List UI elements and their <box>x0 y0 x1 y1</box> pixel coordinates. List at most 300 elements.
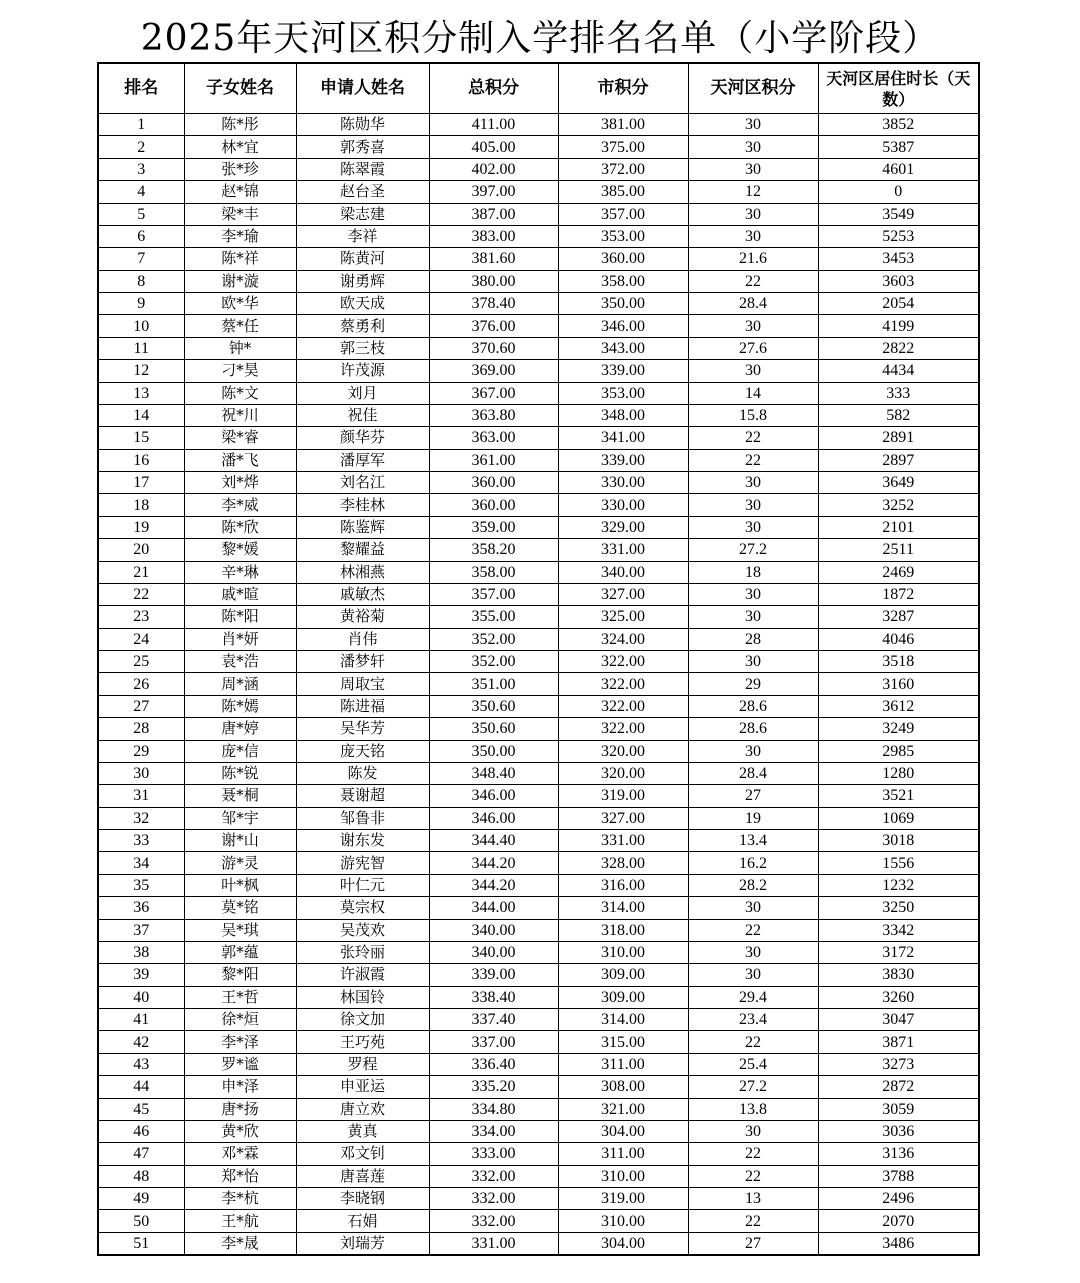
rank-cell: 43 <box>98 1053 184 1075</box>
rank-cell: 41 <box>98 1009 184 1031</box>
table-row <box>98 740 979 762</box>
table-header <box>98 63 979 114</box>
rank-cell: 8 <box>98 270 184 292</box>
table-row <box>98 986 979 1008</box>
table-row <box>98 941 979 963</box>
residence-days-cell: 2985 <box>818 740 979 762</box>
rank-cell: 51 <box>98 1232 184 1255</box>
district-points-cell: 28.4 <box>688 762 818 784</box>
table-row <box>98 315 979 337</box>
child-name-cell: 潘*飞 <box>184 449 296 471</box>
rank-cell: 2 <box>98 136 184 158</box>
residence-days-cell: 3612 <box>818 695 979 717</box>
applicant-name-cell: 梁志建 <box>296 203 429 225</box>
rank-cell: 11 <box>98 337 184 359</box>
header-district-points: 天河区积分 <box>688 63 818 114</box>
rank-cell: 35 <box>98 874 184 896</box>
total-points-cell: 331.00 <box>429 1232 558 1255</box>
city-points-cell: 341.00 <box>558 427 688 449</box>
district-points-cell: 22 <box>688 449 818 471</box>
residence-days-cell: 5253 <box>818 225 979 247</box>
residence-days-cell: 3649 <box>818 472 979 494</box>
city-points-cell: 327.00 <box>558 807 688 829</box>
applicant-name-cell: 潘厚军 <box>296 449 429 471</box>
district-points-cell: 13 <box>688 1188 818 1210</box>
city-points-cell: 346.00 <box>558 315 688 337</box>
total-points-cell: 350.60 <box>429 695 558 717</box>
rank-cell: 19 <box>98 516 184 538</box>
table-row <box>98 494 979 516</box>
city-points-cell: 309.00 <box>558 986 688 1008</box>
child-name-cell: 邓*霖 <box>184 1143 296 1165</box>
child-name-cell: 唐*扬 <box>184 1098 296 1120</box>
city-points-cell: 322.00 <box>558 695 688 717</box>
child-name-cell: 李*威 <box>184 494 296 516</box>
city-points-cell: 339.00 <box>558 449 688 471</box>
rank-cell: 18 <box>98 494 184 516</box>
rank-cell: 4 <box>98 181 184 203</box>
residence-days-cell: 2511 <box>818 539 979 561</box>
residence-days-cell: 3788 <box>818 1165 979 1187</box>
city-points-cell: 353.00 <box>558 382 688 404</box>
district-points-cell: 30 <box>688 964 818 986</box>
table-row <box>98 1120 979 1142</box>
residence-days-cell: 4601 <box>818 158 979 180</box>
total-points-cell: 367.00 <box>429 382 558 404</box>
district-points-cell: 25.4 <box>688 1053 818 1075</box>
residence-days-cell: 3287 <box>818 606 979 628</box>
table-row <box>98 427 979 449</box>
table-row <box>98 225 979 247</box>
header-city-points: 市积分 <box>558 63 688 114</box>
total-points-cell: 359.00 <box>429 516 558 538</box>
total-points-cell: 339.00 <box>429 964 558 986</box>
district-points-cell: 22 <box>688 1031 818 1053</box>
district-points-cell: 27.6 <box>688 337 818 359</box>
residence-days-cell: 3252 <box>818 494 979 516</box>
child-name-cell: 黎*阳 <box>184 964 296 986</box>
district-points-cell: 28 <box>688 628 818 650</box>
city-points-cell: 311.00 <box>558 1053 688 1075</box>
rank-cell: 23 <box>98 606 184 628</box>
child-name-cell: 蔡*任 <box>184 315 296 337</box>
city-points-cell: 304.00 <box>558 1120 688 1142</box>
header-applicant-name: 申请人姓名 <box>296 63 429 114</box>
child-name-cell: 陈*祥 <box>184 248 296 270</box>
applicant-name-cell: 陈翠霞 <box>296 158 429 180</box>
residence-days-cell: 4046 <box>818 628 979 650</box>
rank-cell: 26 <box>98 673 184 695</box>
district-points-cell: 28.6 <box>688 718 818 740</box>
rank-cell: 28 <box>98 718 184 740</box>
residence-days-cell: 2101 <box>818 516 979 538</box>
rank-cell: 22 <box>98 583 184 605</box>
table-row <box>98 136 979 158</box>
table-row <box>98 874 979 896</box>
district-points-cell: 21.6 <box>688 248 818 270</box>
total-points-cell: 358.00 <box>429 561 558 583</box>
applicant-name-cell: 赵台圣 <box>296 181 429 203</box>
applicant-name-cell: 黄裕菊 <box>296 606 429 628</box>
applicant-name-cell: 陈进福 <box>296 695 429 717</box>
applicant-name-cell: 郭秀喜 <box>296 136 429 158</box>
applicant-name-cell: 谢东发 <box>296 830 429 852</box>
city-points-cell: 385.00 <box>558 181 688 203</box>
city-points-cell: 358.00 <box>558 270 688 292</box>
district-points-cell: 30 <box>688 606 818 628</box>
total-points-cell: 352.00 <box>429 651 558 673</box>
residence-days-cell: 3172 <box>818 941 979 963</box>
district-points-cell: 30 <box>688 1120 818 1142</box>
applicant-name-cell: 刘名江 <box>296 472 429 494</box>
table-row <box>98 1210 979 1232</box>
residence-days-cell: 3486 <box>818 1232 979 1255</box>
residence-days-cell: 1280 <box>818 762 979 784</box>
rank-cell: 24 <box>98 628 184 650</box>
city-points-cell: 314.00 <box>558 1009 688 1031</box>
total-points-cell: 344.00 <box>429 897 558 919</box>
applicant-name-cell: 肖伟 <box>296 628 429 650</box>
total-points-cell: 350.00 <box>429 740 558 762</box>
applicant-name-cell: 陈勋华 <box>296 114 429 136</box>
applicant-name-cell: 徐文加 <box>296 1009 429 1031</box>
district-points-cell: 22 <box>688 270 818 292</box>
total-points-cell: 376.00 <box>429 315 558 337</box>
total-points-cell: 346.00 <box>429 785 558 807</box>
city-points-cell: 311.00 <box>558 1143 688 1165</box>
city-points-cell: 340.00 <box>558 561 688 583</box>
district-points-cell: 30 <box>688 225 818 247</box>
total-points-cell: 351.00 <box>429 673 558 695</box>
child-name-cell: 王*哲 <box>184 986 296 1008</box>
child-name-cell: 吴*琪 <box>184 919 296 941</box>
table-row <box>98 561 979 583</box>
district-points-cell: 15.8 <box>688 404 818 426</box>
total-points-cell: 344.40 <box>429 830 558 852</box>
city-points-cell: 315.00 <box>558 1031 688 1053</box>
child-name-cell: 陈*欣 <box>184 516 296 538</box>
applicant-name-cell: 申亚运 <box>296 1076 429 1098</box>
rank-cell: 40 <box>98 986 184 1008</box>
child-name-cell: 谢*山 <box>184 830 296 852</box>
residence-days-cell: 1232 <box>818 874 979 896</box>
city-points-cell: 310.00 <box>558 1210 688 1232</box>
total-points-cell: 363.00 <box>429 427 558 449</box>
child-name-cell: 梁*睿 <box>184 427 296 449</box>
applicant-name-cell: 李晓钢 <box>296 1188 429 1210</box>
residence-days-cell: 2891 <box>818 427 979 449</box>
district-points-cell: 30 <box>688 315 818 337</box>
rank-cell: 36 <box>98 897 184 919</box>
child-name-cell: 谢*漩 <box>184 270 296 292</box>
rank-cell: 10 <box>98 315 184 337</box>
table-row <box>98 516 979 538</box>
applicant-name-cell: 周取宝 <box>296 673 429 695</box>
table-row <box>98 114 979 136</box>
total-points-cell: 370.60 <box>429 337 558 359</box>
table-row <box>98 919 979 941</box>
table-row <box>98 181 979 203</box>
applicant-name-cell: 张玲丽 <box>296 941 429 963</box>
rank-cell: 44 <box>98 1076 184 1098</box>
rank-cell: 42 <box>98 1031 184 1053</box>
rank-cell: 14 <box>98 404 184 426</box>
table-row <box>98 203 979 225</box>
total-points-cell: 337.00 <box>429 1031 558 1053</box>
residence-days-cell: 3047 <box>818 1009 979 1031</box>
total-points-cell: 387.00 <box>429 203 558 225</box>
city-points-cell: 322.00 <box>558 673 688 695</box>
total-points-cell: 348.40 <box>429 762 558 784</box>
child-name-cell: 袁*浩 <box>184 651 296 673</box>
table-row <box>98 651 979 673</box>
child-name-cell: 郑*怡 <box>184 1165 296 1187</box>
table-row <box>98 472 979 494</box>
table-row <box>98 1165 979 1187</box>
residence-days-cell: 3871 <box>818 1031 979 1053</box>
child-name-cell: 王*航 <box>184 1210 296 1232</box>
city-points-cell: 321.00 <box>558 1098 688 1120</box>
residence-days-cell: 2070 <box>818 1210 979 1232</box>
total-points-cell: 383.00 <box>429 225 558 247</box>
residence-days-cell: 2469 <box>818 561 979 583</box>
table-row <box>98 695 979 717</box>
total-points-cell: 334.80 <box>429 1098 558 1120</box>
child-name-cell: 钟* <box>184 337 296 359</box>
table-row <box>98 1143 979 1165</box>
district-points-cell: 12 <box>688 181 818 203</box>
table-row <box>98 897 979 919</box>
total-points-cell: 405.00 <box>429 136 558 158</box>
total-points-cell: 332.00 <box>429 1188 558 1210</box>
rank-cell: 45 <box>98 1098 184 1120</box>
city-points-cell: 339.00 <box>558 360 688 382</box>
rank-cell: 20 <box>98 539 184 561</box>
child-name-cell: 刘*烨 <box>184 472 296 494</box>
residence-days-cell: 3852 <box>818 114 979 136</box>
applicant-name-cell: 刘月 <box>296 382 429 404</box>
applicant-name-cell: 蔡勇利 <box>296 315 429 337</box>
district-points-cell: 30 <box>688 158 818 180</box>
applicant-name-cell: 吴华芳 <box>296 718 429 740</box>
city-points-cell: 343.00 <box>558 337 688 359</box>
header-row <box>98 63 979 114</box>
city-points-cell: 375.00 <box>558 136 688 158</box>
residence-days-cell: 3018 <box>818 830 979 852</box>
rank-cell: 12 <box>98 360 184 382</box>
residence-days-cell: 3273 <box>818 1053 979 1075</box>
district-points-cell: 30 <box>688 941 818 963</box>
district-points-cell: 28.6 <box>688 695 818 717</box>
residence-days-cell: 4199 <box>818 315 979 337</box>
city-points-cell: 331.00 <box>558 830 688 852</box>
rank-cell: 9 <box>98 293 184 315</box>
applicant-name-cell: 许茂源 <box>296 360 429 382</box>
district-points-cell: 27.2 <box>688 539 818 561</box>
applicant-name-cell: 罗程 <box>296 1053 429 1075</box>
city-points-cell: 331.00 <box>558 539 688 561</box>
header-child-name: 子女姓名 <box>184 63 296 114</box>
district-points-cell: 30 <box>688 494 818 516</box>
city-points-cell: 357.00 <box>558 203 688 225</box>
child-name-cell: 赵*锦 <box>184 181 296 203</box>
residence-days-cell: 1069 <box>818 807 979 829</box>
child-name-cell: 张*珍 <box>184 158 296 180</box>
residence-days-cell: 2822 <box>818 337 979 359</box>
city-points-cell: 327.00 <box>558 583 688 605</box>
child-name-cell: 陈*彤 <box>184 114 296 136</box>
district-points-cell: 30 <box>688 203 818 225</box>
city-points-cell: 328.00 <box>558 852 688 874</box>
table-row <box>98 360 979 382</box>
district-points-cell: 30 <box>688 360 818 382</box>
residence-days-cell: 2872 <box>818 1076 979 1098</box>
child-name-cell: 聂*桐 <box>184 785 296 807</box>
district-points-cell: 27 <box>688 1232 818 1255</box>
child-name-cell: 徐*烜 <box>184 1009 296 1031</box>
total-points-cell: 402.00 <box>429 158 558 180</box>
residence-days-cell: 3036 <box>818 1120 979 1142</box>
rank-cell: 1 <box>98 114 184 136</box>
district-points-cell: 30 <box>688 740 818 762</box>
applicant-name-cell: 祝佳 <box>296 404 429 426</box>
total-points-cell: 336.40 <box>429 1053 558 1075</box>
city-points-cell: 360.00 <box>558 248 688 270</box>
total-points-cell: 344.20 <box>429 874 558 896</box>
residence-days-cell: 1872 <box>818 583 979 605</box>
rank-cell: 37 <box>98 919 184 941</box>
total-points-cell: 333.00 <box>429 1143 558 1165</box>
residence-days-cell: 1556 <box>818 852 979 874</box>
district-points-cell: 23.4 <box>688 1009 818 1031</box>
applicant-name-cell: 刘瑞芳 <box>296 1232 429 1255</box>
total-points-cell: 337.40 <box>429 1009 558 1031</box>
table-row <box>98 606 979 628</box>
child-name-cell: 陈*文 <box>184 382 296 404</box>
applicant-name-cell: 邹鲁非 <box>296 807 429 829</box>
city-points-cell: 325.00 <box>558 606 688 628</box>
table-row <box>98 807 979 829</box>
district-points-cell: 30 <box>688 583 818 605</box>
city-points-cell: 304.00 <box>558 1232 688 1255</box>
district-points-cell: 13.8 <box>688 1098 818 1120</box>
applicant-name-cell: 叶仁元 <box>296 874 429 896</box>
rank-cell: 47 <box>98 1143 184 1165</box>
applicant-name-cell: 欧天成 <box>296 293 429 315</box>
district-points-cell: 22 <box>688 1210 818 1232</box>
table-row <box>98 852 979 874</box>
child-name-cell: 郭*蕴 <box>184 941 296 963</box>
total-points-cell: 369.00 <box>429 360 558 382</box>
applicant-name-cell: 李祥 <box>296 225 429 247</box>
residence-days-cell: 3342 <box>818 919 979 941</box>
total-points-cell: 378.40 <box>429 293 558 315</box>
city-points-cell: 322.00 <box>558 718 688 740</box>
district-points-cell: 30 <box>688 114 818 136</box>
table-row <box>98 337 979 359</box>
applicant-name-cell: 吴茂欢 <box>296 919 429 941</box>
rank-cell: 46 <box>98 1120 184 1142</box>
applicant-name-cell: 陈鉴辉 <box>296 516 429 538</box>
applicant-name-cell: 黄真 <box>296 1120 429 1142</box>
table-row <box>98 1188 979 1210</box>
child-name-cell: 周*涵 <box>184 673 296 695</box>
total-points-cell: 411.00 <box>429 114 558 136</box>
child-name-cell: 叶*枫 <box>184 874 296 896</box>
city-points-cell: 320.00 <box>558 762 688 784</box>
table-row <box>98 1098 979 1120</box>
residence-days-cell: 2054 <box>818 293 979 315</box>
child-name-cell: 李*晟 <box>184 1232 296 1255</box>
applicant-name-cell: 邓文钊 <box>296 1143 429 1165</box>
child-name-cell: 游*灵 <box>184 852 296 874</box>
residence-days-cell: 4434 <box>818 360 979 382</box>
residence-days-cell: 3160 <box>818 673 979 695</box>
rank-cell: 33 <box>98 830 184 852</box>
rank-cell: 13 <box>98 382 184 404</box>
city-points-cell: 316.00 <box>558 874 688 896</box>
residence-days-cell: 582 <box>818 404 979 426</box>
total-points-cell: 360.00 <box>429 472 558 494</box>
district-points-cell: 27 <box>688 785 818 807</box>
total-points-cell: 338.40 <box>429 986 558 1008</box>
applicant-name-cell: 黎耀益 <box>296 539 429 561</box>
child-name-cell: 邹*宇 <box>184 807 296 829</box>
child-name-cell: 梁*丰 <box>184 203 296 225</box>
city-points-cell: 350.00 <box>558 293 688 315</box>
applicant-name-cell: 莫宗权 <box>296 897 429 919</box>
rank-cell: 49 <box>98 1188 184 1210</box>
city-points-cell: 309.00 <box>558 964 688 986</box>
total-points-cell: 332.00 <box>429 1165 558 1187</box>
table-row <box>98 673 979 695</box>
table-row <box>98 718 979 740</box>
table-row <box>98 1031 979 1053</box>
residence-days-cell: 3260 <box>818 986 979 1008</box>
residence-days-cell: 3453 <box>818 248 979 270</box>
total-points-cell: 361.00 <box>429 449 558 471</box>
city-points-cell: 308.00 <box>558 1076 688 1098</box>
ranking-table <box>97 62 980 1256</box>
table-row <box>98 539 979 561</box>
applicant-name-cell: 谢勇辉 <box>296 270 429 292</box>
total-points-cell: 357.00 <box>429 583 558 605</box>
rank-cell: 30 <box>98 762 184 784</box>
residence-days-cell: 3549 <box>818 203 979 225</box>
child-name-cell: 陈*锐 <box>184 762 296 784</box>
residence-days-cell: 333 <box>818 382 979 404</box>
rank-cell: 48 <box>98 1165 184 1187</box>
total-points-cell: 380.00 <box>429 270 558 292</box>
total-points-cell: 397.00 <box>429 181 558 203</box>
residence-days-cell: 2897 <box>818 449 979 471</box>
rank-cell: 31 <box>98 785 184 807</box>
district-points-cell: 22 <box>688 427 818 449</box>
rank-cell: 21 <box>98 561 184 583</box>
child-name-cell: 欧*华 <box>184 293 296 315</box>
city-points-cell: 330.00 <box>558 472 688 494</box>
total-points-cell: 335.20 <box>429 1076 558 1098</box>
child-name-cell: 陈*嫣 <box>184 695 296 717</box>
child-name-cell: 辛*琳 <box>184 561 296 583</box>
table-row <box>98 1009 979 1031</box>
total-points-cell: 355.00 <box>429 606 558 628</box>
city-points-cell: 319.00 <box>558 1188 688 1210</box>
district-points-cell: 30 <box>688 472 818 494</box>
city-points-cell: 372.00 <box>558 158 688 180</box>
table-row <box>98 830 979 852</box>
child-name-cell: 李*泽 <box>184 1031 296 1053</box>
